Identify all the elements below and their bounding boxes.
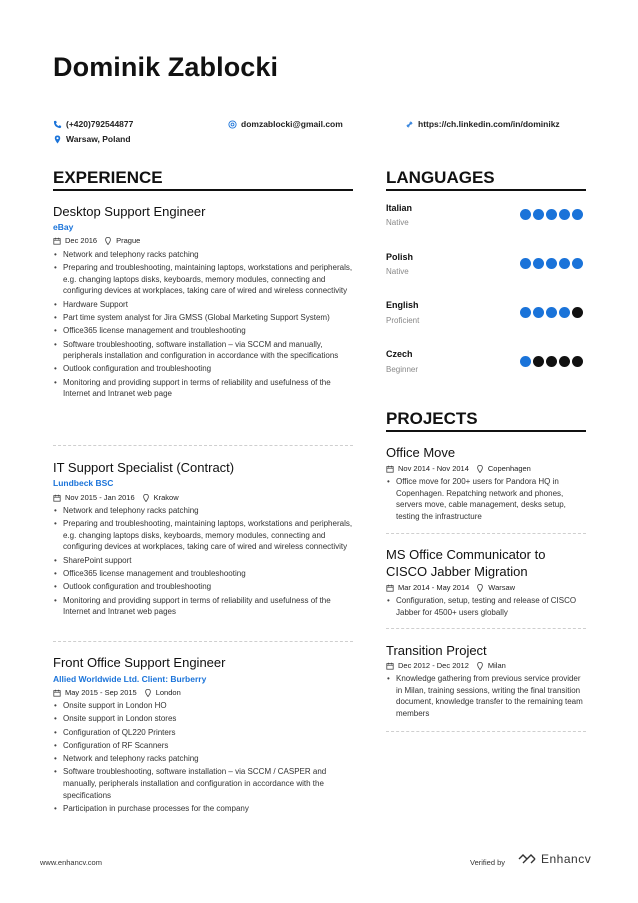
language-rating [520,258,583,269]
job-location: Prague [116,236,141,245]
project-title: Office Move [386,445,456,460]
language-name: Polish [386,252,414,262]
projects-heading: PROJECTS [386,409,478,428]
divider [53,641,353,642]
list-item: • Knowledge gathering from previous service provider in Milan, training sessions, writing the final transition document, knowledge transfer to the remaining team members [386,673,586,719]
job-title: IT Support Specialist (Contract) [53,460,235,475]
contact-linkedin [405,119,560,129]
list-item: • Preparing and troubleshooting, maintaining laptops, workstations and peripherals, e.g. changing laptops disks, keyboards, memory modules, connecting and configuring devices at workplaces, taking care of wired and wireless connectivity [53,518,353,553]
list-item: • Office365 license management and troubleshooting [53,568,353,580]
language-name: Czech [386,349,413,359]
job-company: Allied Worldwide Ltd. Client: Burberry [53,674,207,684]
job-company: eBay [53,222,74,232]
rating-dot-empty [572,356,583,367]
list-item: • SharePoint support [53,555,353,567]
footer-verified-label: Verified by [470,858,506,867]
list-item: • Onsite support in London HO [53,700,353,712]
calendar-icon [53,237,61,245]
location-pin-icon [476,465,484,473]
rating-dot-filled [559,258,570,269]
project-location: Copenhagen [487,464,531,473]
email-text: domzablocki@gmail.com [241,119,343,129]
candidate-name: Dominik Zablocki [53,52,279,82]
calendar-icon [386,465,394,473]
location-pin-icon [104,237,112,245]
divider [53,445,353,446]
languages-rule [386,189,586,191]
job-bullets [53,505,353,619]
job-location: London [155,688,181,697]
rating-dot-filled [559,209,570,220]
language-level: Native [386,267,409,276]
rating-dot-filled [520,307,531,318]
project-date: Mar 2014 - May 2014 [398,583,470,592]
list-item: • Monitoring and providing support in terms of reliability and usefulness of the Internet and Intranet web pages [53,595,353,618]
list-item: • Network and telephony racks patching [53,505,353,517]
project-meta [386,464,531,473]
languages-heading: LANGUAGES [386,168,495,187]
job-date: Nov 2015 - Jan 2016 [65,493,135,502]
list-item: • Office365 license management and troubleshooting [53,325,353,337]
list-item: • Outlook configuration and troubleshooting [53,363,353,375]
projects-rule [386,430,586,432]
list-item: • Configuration of QL220 Printers [53,727,353,739]
location-text: Warsaw, Poland [66,134,131,144]
language-level: Proficient [386,316,420,325]
job-bullets [53,700,353,816]
rating-dot-filled [546,258,557,269]
location-pin-icon [142,494,150,502]
rating-dot-filled [533,307,544,318]
project-date: Dec 2012 - Dec 2012 [398,661,469,670]
enhancv-logo-icon [518,853,538,865]
job-title: Front Office Support Engineer [53,655,226,670]
rating-dot-empty [546,356,557,367]
at-icon [228,120,237,129]
phone-icon [53,120,62,129]
language-name: Italian [386,203,413,213]
job-location: Krakow [153,493,179,502]
job-meta [53,688,181,697]
rating-dot-filled [520,258,531,269]
contact-location [53,134,131,144]
contact-phone [53,119,133,129]
language-rating [520,356,583,367]
enhancv-brand-text: Enhancv [541,852,592,866]
footer-website[interactable]: www.enhancv.com [40,858,102,867]
project-bullets [386,595,586,620]
list-item: • Part time system analyst for Jira GMSS (Global Marketing Support System) [53,312,353,324]
list-item: • Software troubleshooting, software installation – via SCCM and manually, peripherals installation and configuration in accordance with the specifications [53,339,353,362]
language-rating [520,307,583,318]
list-item: • Office move for 200+ users for Pandora HQ in Copenhagen. Repatching network and phones, servers move, cable management, desks setup, testing the infrastructure [386,476,586,522]
rating-dot-filled [546,307,557,318]
job-date: May 2015 - Sep 2015 [65,688,137,697]
experience-heading: EXPERIENCE [53,168,163,187]
language-level: Beginner [386,365,419,374]
list-item: • Hardware Support [53,299,353,311]
list-item: • Configuration of RF Scanners [53,740,353,752]
list-item: • Network and telephony racks patching [53,249,353,261]
experience-rule [53,189,353,191]
rating-dot-empty [533,356,544,367]
phone-text: (+420)792544877 [66,119,134,129]
project-meta [386,661,506,670]
location-pin-icon [476,662,484,670]
list-item: • Configuration, setup, testing and release of CISCO Jabber for 4500+ users globally [386,595,586,618]
job-meta [53,493,179,502]
rating-dot-filled [533,258,544,269]
calendar-icon [53,494,61,502]
location-pin-icon [476,584,484,592]
project-bullets [386,673,586,721]
list-item: • Participation in purchase processes for the company [53,803,353,815]
list-item: • Network and telephony racks patching [53,753,353,765]
job-meta [53,236,140,245]
location-pin-icon [144,689,152,697]
project-meta [386,583,515,592]
list-item: • Onsite support in London stores [53,713,353,725]
project-location: Warsaw [488,583,516,592]
list-item: • Outlook configuration and troubleshooting [53,581,353,593]
divider [386,731,586,732]
list-item: • Software troubleshooting, software installation – via SCCM / CASPER and manually, peripherals installation and configuration in accordance with the specifications [53,766,353,801]
language-level: Native [386,218,409,227]
rating-dot-filled [533,209,544,220]
calendar-icon [53,689,61,697]
rating-dot-filled [572,258,583,269]
language-name: English [386,300,419,310]
rating-dot-filled [546,209,557,220]
link-icon [405,120,414,129]
job-title: Desktop Support Engineer [53,204,206,219]
job-date: Dec 2016 [65,236,98,245]
linkedin-text: https://ch.linkedin.com/in/dominikz [418,119,560,129]
rating-dot-filled [520,356,531,367]
project-title: MS Office Communicator to CISCO Jabber Migration [386,547,546,579]
list-item: • Monitoring and providing support in terms of reliability and usefulness of the Internet and Intranet web page [53,377,353,400]
divider [386,628,586,629]
location-pin-icon [53,135,62,144]
rating-dot-empty [559,356,570,367]
project-bullets [386,476,586,524]
project-location: Milan [487,661,506,670]
contact-email [228,119,343,129]
rating-dot-filled [520,209,531,220]
rating-dot-filled [572,209,583,220]
calendar-icon [386,584,394,592]
language-rating [520,209,583,220]
list-item: • Preparing and troubleshooting, maintaining laptops, workstations and peripherals, e.g. changing laptops disks, keyboards, memory modules, connecting and configuring devices at workplaces, taking care of wired and wireless connectivity [53,262,353,297]
job-company: Lundbeck BSC [53,478,114,488]
rating-dot-empty [572,307,583,318]
project-date: Nov 2014 - Nov 2014 [398,464,469,473]
project-title: Transition Project [386,643,487,658]
job-bullets [53,249,353,402]
divider [386,533,586,534]
enhancv-logo[interactable] [518,852,591,866]
calendar-icon [386,662,394,670]
rating-dot-filled [559,307,570,318]
